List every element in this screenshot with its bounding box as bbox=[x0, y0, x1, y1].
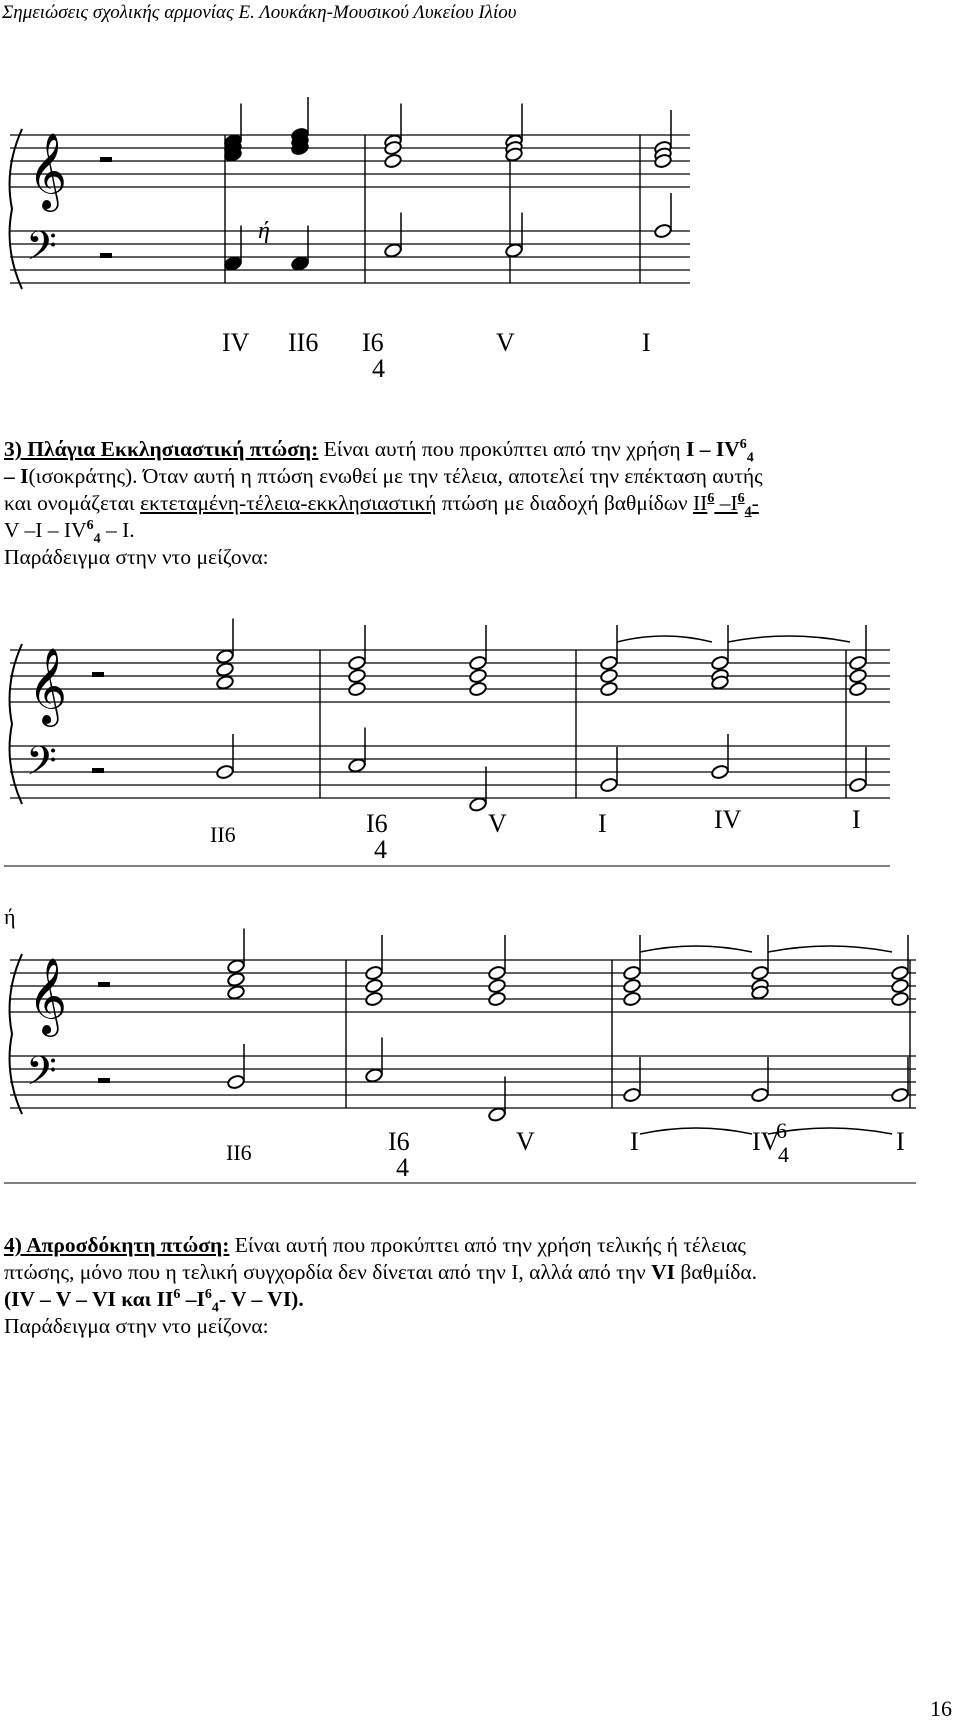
notehead bbox=[623, 1087, 642, 1103]
figure-sup: 6 bbox=[776, 1118, 787, 1143]
roman-numeral: V bbox=[488, 809, 507, 838]
section-3-line-4 bbox=[4, 517, 954, 547]
formula-sub: 4 bbox=[211, 1300, 219, 1316]
section-4-text: Είναι αυτή που προκύπτει από την χρήση τελικής ή τέλειας bbox=[229, 1233, 746, 1257]
score-example-3 bbox=[0, 920, 960, 1185]
treble-clef-icon: 𝄞 bbox=[28, 650, 68, 723]
formula-sup: 6 bbox=[707, 490, 715, 506]
section-3-text: (ισοκράτης). Όταν αυτή η πτώση ενωθεί με την τέλεια, αποτελεί την επέκταση αυτής bbox=[28, 464, 763, 488]
notehead bbox=[488, 1107, 507, 1123]
formula: –I bbox=[714, 491, 738, 515]
section-3-text: πτώση με διαδοχή βαθμίδων bbox=[436, 491, 694, 515]
treble-clef-icon: 𝄞 bbox=[28, 960, 68, 1033]
notehead bbox=[224, 256, 243, 272]
roman-numeral: I bbox=[852, 805, 861, 834]
section-4-line-2 bbox=[4, 1259, 954, 1286]
tie bbox=[768, 946, 892, 952]
notehead bbox=[623, 965, 642, 981]
notehead bbox=[751, 1087, 770, 1103]
or-label-example-1: ή bbox=[258, 218, 270, 244]
formula-sup: 6 bbox=[737, 490, 745, 506]
roman-numeral: I bbox=[598, 809, 607, 838]
score-example-1-svg bbox=[0, 95, 960, 395]
notehead bbox=[849, 668, 868, 684]
notehead bbox=[365, 991, 384, 1007]
formula: – I. bbox=[100, 518, 135, 542]
section-4-text: βαθμίδα. bbox=[675, 1260, 757, 1284]
formula: (IV – V – VI και II bbox=[4, 1287, 174, 1311]
notehead bbox=[227, 985, 246, 1001]
or-label: ή bbox=[4, 904, 16, 929]
figure-sub: 4 bbox=[372, 354, 385, 383]
roman-numeral: I bbox=[630, 1127, 639, 1156]
formula: - V – VI). bbox=[218, 1287, 304, 1311]
figure-sub: 4 bbox=[778, 1142, 789, 1167]
notehead bbox=[227, 972, 246, 988]
roman-numeral: I6 bbox=[388, 1127, 410, 1156]
formula-sub: 4 bbox=[93, 531, 101, 547]
example-intro: Παράδειγμα στην ντο μείζονα: bbox=[4, 1314, 269, 1338]
notehead bbox=[216, 675, 235, 691]
notehead bbox=[291, 256, 310, 272]
notehead bbox=[348, 681, 367, 697]
notehead bbox=[488, 978, 507, 994]
roman-numeral: I bbox=[896, 1127, 905, 1156]
formula-sub: 4 bbox=[746, 450, 754, 466]
notehead bbox=[711, 764, 730, 780]
section-3-text: και ονομάζεται bbox=[4, 491, 141, 515]
formula: – I bbox=[4, 464, 29, 488]
roman-numeral: IV bbox=[714, 805, 742, 834]
notehead bbox=[654, 223, 673, 239]
section-3-heading: 3) Πλάγια Εκκλησιαστική πτώση: bbox=[4, 437, 319, 461]
notehead bbox=[365, 978, 384, 994]
bass-clef-icon: 𝄢 bbox=[26, 1050, 57, 1103]
rest-icon bbox=[100, 253, 112, 258]
page-header: Σημειώσεις σχολικής αρμονίας Ε. Λουκάκη-Μουσικού Λυκείου Ιλίου bbox=[2, 2, 517, 23]
section-3 bbox=[4, 436, 954, 571]
formula-sup: 6 bbox=[739, 436, 747, 452]
notehead bbox=[600, 655, 619, 671]
bass-clef-icon: 𝄢 bbox=[26, 740, 57, 793]
notehead bbox=[891, 978, 910, 994]
notehead bbox=[849, 777, 868, 793]
roman-numeral: I6 bbox=[366, 809, 388, 838]
page-number: 16 bbox=[930, 1696, 952, 1721]
notehead bbox=[365, 1068, 384, 1084]
tie bbox=[728, 636, 850, 642]
section-4 bbox=[4, 1232, 954, 1340]
score-example-3-svg bbox=[0, 920, 960, 1185]
rest-icon bbox=[92, 672, 104, 677]
notehead bbox=[849, 681, 868, 697]
notehead bbox=[711, 655, 730, 671]
notehead bbox=[227, 1074, 246, 1090]
formula-sup: 6 bbox=[86, 517, 94, 533]
rest-icon bbox=[100, 157, 112, 162]
section-4-heading: 4) Απροσδόκητη πτώση: bbox=[4, 1233, 230, 1257]
tie bbox=[640, 1128, 752, 1134]
section-3-line-3 bbox=[4, 490, 954, 520]
notehead bbox=[623, 978, 642, 994]
notehead bbox=[469, 681, 488, 697]
roman-numerals-3 bbox=[226, 1118, 905, 1182]
notehead bbox=[600, 777, 619, 793]
section-4-text: πτώσης, μόνο που η τελική συγχορδία δεν δίνεται από την I, αλλά από την bbox=[4, 1260, 652, 1284]
formula: II bbox=[693, 491, 708, 515]
rest-icon bbox=[98, 1078, 110, 1083]
rest-icon bbox=[98, 982, 110, 987]
notehead bbox=[469, 797, 488, 813]
underlined-term: εκτεταμένη-τέλεια-εκκλησιαστική bbox=[140, 491, 437, 515]
notehead bbox=[891, 965, 910, 981]
notehead bbox=[623, 991, 642, 1007]
tie bbox=[617, 636, 712, 642]
roman-numeral: V bbox=[516, 1127, 535, 1156]
notehead bbox=[227, 959, 246, 975]
roman-numerals-1 bbox=[222, 328, 651, 383]
notehead bbox=[488, 991, 507, 1007]
formula: VI bbox=[651, 1260, 676, 1284]
notehead bbox=[849, 655, 868, 671]
brace bbox=[10, 954, 22, 1114]
notehead bbox=[365, 965, 384, 981]
formula: I – IV bbox=[685, 437, 740, 461]
score-example-1 bbox=[0, 95, 960, 395]
formula-sub: 4 bbox=[744, 504, 752, 520]
section-4-line-1 bbox=[4, 1232, 954, 1259]
notehead bbox=[505, 243, 524, 259]
notehead bbox=[751, 965, 770, 981]
formula: - bbox=[751, 491, 759, 515]
bass-clef-icon: 𝄢 bbox=[26, 225, 57, 278]
notehead bbox=[469, 668, 488, 684]
figure-sub: 4 bbox=[396, 1153, 409, 1182]
score-example-2-svg bbox=[0, 610, 960, 870]
section-3-line-1 bbox=[4, 436, 954, 466]
figure-sub: 4 bbox=[374, 835, 387, 864]
section-3-text: Είναι αυτή που προκύπτει από την χρήση bbox=[318, 437, 686, 461]
formula-sup: 6 bbox=[173, 1286, 181, 1302]
notehead bbox=[891, 1087, 910, 1103]
notehead bbox=[384, 153, 403, 169]
roman-numeral: II6 bbox=[288, 328, 319, 357]
notehead bbox=[891, 991, 910, 1007]
tie bbox=[640, 946, 752, 952]
roman-numeral: II6 bbox=[210, 822, 236, 847]
roman-numeral: I bbox=[642, 328, 651, 357]
rest-icon bbox=[92, 768, 104, 773]
notehead bbox=[348, 758, 367, 774]
notehead bbox=[216, 662, 235, 678]
roman-numeral: II6 bbox=[226, 1140, 252, 1165]
formula-sup: 6 bbox=[204, 1286, 212, 1302]
notehead bbox=[216, 649, 235, 665]
notehead bbox=[348, 668, 367, 684]
roman-numerals-2 bbox=[210, 805, 861, 864]
brace bbox=[10, 129, 22, 289]
notehead bbox=[600, 668, 619, 684]
roman-numeral: IV bbox=[222, 328, 250, 357]
section-4-line-3 bbox=[4, 1286, 954, 1316]
formula: V –I – IV bbox=[4, 518, 87, 542]
notehead bbox=[384, 243, 403, 259]
example-intro: Παράδειγμα στην ντο μείζονα: bbox=[4, 545, 269, 569]
formula: –I bbox=[180, 1287, 205, 1311]
notehead bbox=[348, 655, 367, 671]
notehead bbox=[488, 965, 507, 981]
notehead bbox=[469, 655, 488, 671]
score-example-2 bbox=[0, 610, 960, 870]
roman-numeral: I6 bbox=[362, 328, 384, 357]
brace bbox=[10, 644, 22, 804]
roman-numeral: V bbox=[496, 328, 515, 357]
roman-numeral: IV bbox=[752, 1127, 780, 1156]
notehead bbox=[600, 681, 619, 697]
notehead bbox=[216, 764, 235, 780]
treble-clef-icon: 𝄞 bbox=[28, 135, 68, 208]
section-3-line-2 bbox=[4, 463, 954, 490]
